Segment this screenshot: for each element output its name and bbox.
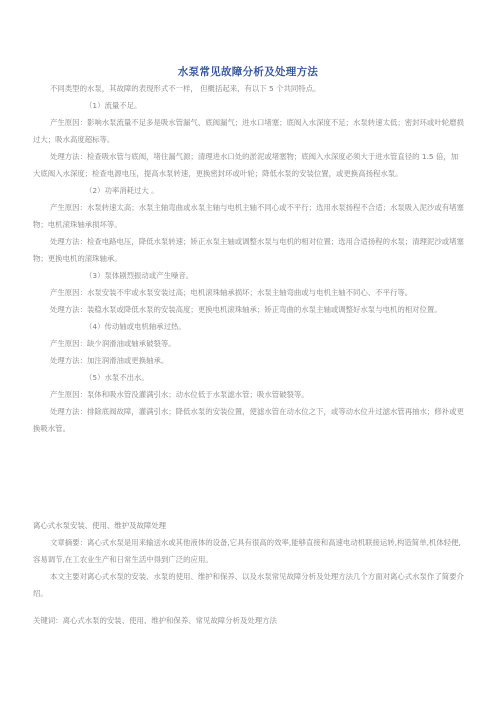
- cause-1: 产生原因：影响水泵流量不足多是吸水管漏气、底阀漏气；进水口堵塞；底阀入水深度不足；水泵转速太低；密封环或叶轮磨损过大；吸水高度超标等。: [33, 118, 464, 144]
- solution-5: 处理方法：排除底阀故障，灌满引水；降低水泵的安装位置，使滤水管在动水位之下，或等动水位升过滤水管再抽水；修补或更换吸水管。: [33, 407, 464, 433]
- cause-4: 产生原因：缺少润滑油或轴承破裂等。: [50, 339, 176, 348]
- item-heading-1: （1）流量不足。: [85, 101, 142, 110]
- abstract-paragraph: 文章摘要：离心式水泵是用来输送水或其他液体的设备,它具有很高的效率,能够直接和高速电动机联接运转,构造简单,机体轻便,容易调节,在工农业生产和日常生活中得到广泛的应用。: [33, 538, 461, 564]
- page-title: 水泵常见故障分析及处理方法: [177, 66, 319, 78]
- cause-5: 产生原因：泵体和吸水管没灌满引水；动水位低于水泵滤水管；吸水管破裂等。: [50, 390, 309, 399]
- item-heading-5: （5）水泵不出水。: [85, 373, 149, 382]
- item-heading-3: （3）泵体剧烈振动或产生噪音。: [85, 271, 194, 280]
- keywords-line: 关键词：离心式水泵的安装、使用、维护和保养、常见故障分析及处理方法: [33, 616, 277, 625]
- item-heading-2: （2）功率消耗过大 。: [85, 186, 159, 195]
- cause-3: 产生原因：水泵安装不牢或水泵安装过高；电机滚珠轴承损坏；水泵主轴弯曲或与电机主轴不同心、不平行等。: [50, 288, 413, 297]
- solution-1: 处理方法：检查吸水管与底阀，堵住漏气源；清理进水口处的淤泥或堵塞物；底阀入水深度必须大于进水管直径的 1.5 倍，加大底阀入水深度；检查电源电压，提高水泵转速，更换密封环或叶轮；降低水泵的安装位置，或更换高扬程水泵。: [33, 152, 459, 178]
- section-1: [33, 80, 465, 437]
- item-heading-4: （4）传动轴或电机轴承过热。: [85, 322, 186, 331]
- solution-2: 处理方法：检查电路电压，降低水泵转速；矫正水泵主轴或调整水泵与电机的相对位置；选用合适扬程的水泵；清理泥沙或堵塞物；更换电机的滚珠轴承。: [33, 237, 464, 263]
- section-heading: 离心式水泵安装、使用、维护及故障处理: [33, 521, 167, 530]
- section-2: [33, 517, 465, 629]
- intro-summary: 本文主要对离心式水泵的安装、水泵的使用、维护和保养、以及水泵常见故障分析及处理方法几个方面对离心式水泵作了简要介绍。: [33, 572, 464, 598]
- cause-2: 产生原因：水泵转速太高；水泵主轴弯曲或水泵主轴与电机主轴不同心或不平行；选用水泵扬程不合适；水泵吸入泥沙或有堵塞物；电机滚珠轴承损坏等。: [33, 203, 464, 229]
- solution-3: 处理方法：装稳水泵或降低水泵的安装高度；更换电机滚珠轴承；矫正弯曲的水泵主轴或调整好水泵与电机的相对位置。: [50, 305, 442, 314]
- solution-4: 处理方法：加注润滑油或更换轴承。: [50, 356, 169, 365]
- intro-paragraph: 不同类型的水泵，其故障的表现形式不一样， 但概括起来，有以下 5 个共同特点。: [50, 84, 321, 93]
